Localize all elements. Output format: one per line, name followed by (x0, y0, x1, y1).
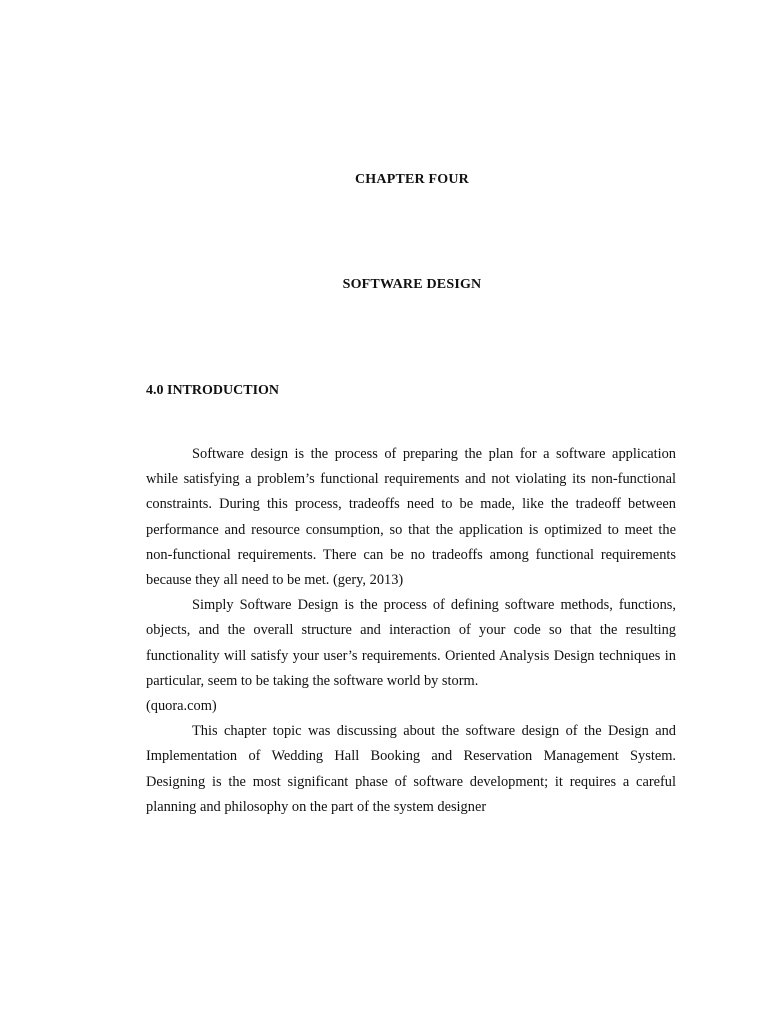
body-text (146, 442, 676, 820)
chapter-title: SOFTWARE DESIGN (342, 277, 482, 292)
paragraph-3: This chapter topic was discussing about the software design of the Design and Implementation of Wedding Hall Booking and Reservation Management System. Designing is the most significant phase of software development; it requires a careful planning and philosophy on the part of the system designer (146, 723, 676, 815)
paragraph-2: Simply Software Design is the process of defining software methods, functions, objects, and the overall structure and interaction of your code so that the resulting functionality will satisfy your user’s requirements. Oriented Analysis Design techniques in particular, seem to be taking the software world by storm. (146, 597, 676, 689)
chapter-number: CHAPTER FOUR (354, 172, 469, 187)
paragraph-1: Software design is the process of preparing the plan for a software application while satisfying a problem’s functional requirements and not violating its non-functional constraints. During this process, tradeoffs need to be made, like the tradeoff between performance and resource consumption, so that the application is optimized to meet the non-functional requirements. There can be no tradeoffs among functional requirements because they all need to be met. (gery, 2013) (146, 446, 676, 589)
paragraph-2-citation: (quora.com) (146, 698, 217, 715)
section-heading: 4.0 INTRODUCTION (146, 383, 280, 398)
